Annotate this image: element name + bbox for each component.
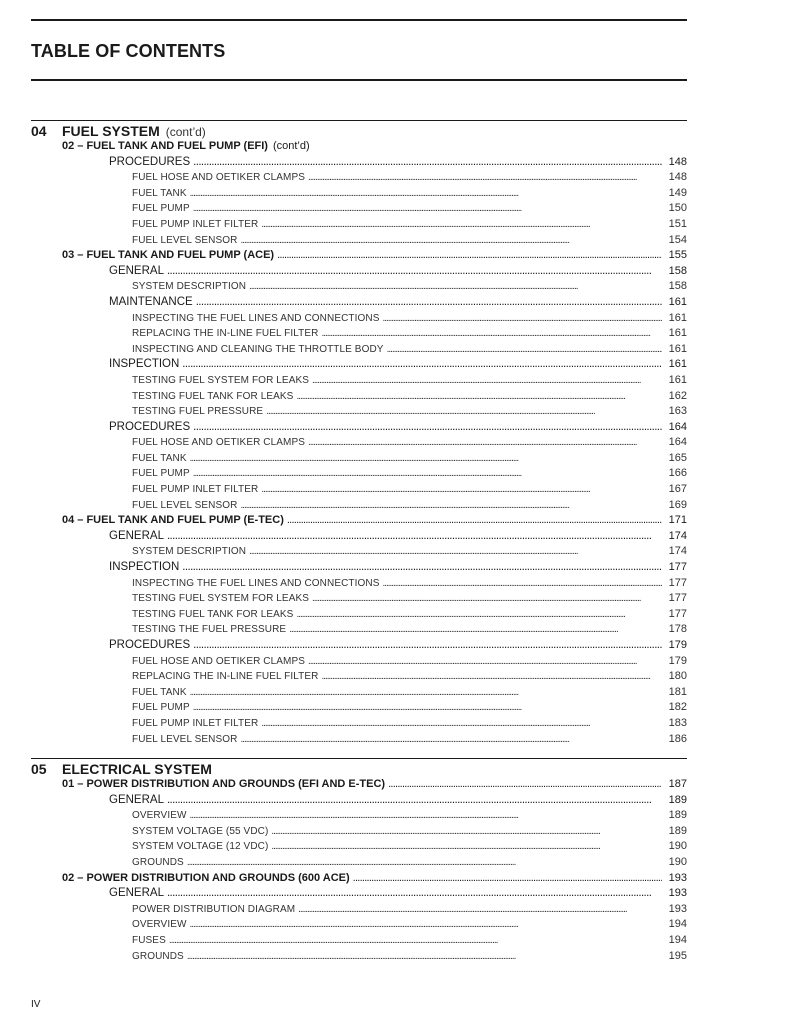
toc-heading-entry[interactable] — [31, 639, 687, 655]
toc-entry-page-number: 161 — [668, 327, 687, 340]
toc-entry-label: TESTING FUEL SYSTEM FOR LEAKS — [132, 593, 310, 605]
toc-subheading-entry[interactable] — [31, 686, 687, 702]
toc-chapter-entry[interactable] — [31, 778, 687, 794]
toc-entry-page-number: 177 — [668, 592, 687, 605]
toc-entry-label: GENERAL — [109, 529, 164, 542]
toc-entry-label: PROCEDURES — [109, 639, 191, 651]
toc-entry-label: INSPECTING THE FUEL LINES AND CONNECTIONS — [132, 577, 380, 589]
toc-entry-label: FUEL PUMP — [132, 702, 190, 714]
toc-subheading-entry[interactable] — [31, 856, 687, 872]
top-rule — [31, 19, 687, 21]
dot-leader — [169, 935, 662, 946]
section-number: 04 — [31, 123, 47, 139]
toc-subheading-entry[interactable] — [31, 623, 687, 639]
toc-entry-page-number: 158 — [668, 264, 687, 277]
dot-leader — [190, 453, 662, 464]
toc-subheading-entry[interactable] — [31, 436, 687, 452]
dot-leader — [187, 857, 662, 868]
toc-entry-page-number: 161 — [668, 295, 687, 308]
toc-subheading-entry[interactable] — [31, 374, 687, 390]
toc-entry-label: FUEL PUMP INLET FILTER — [132, 484, 259, 496]
toc-heading-entry[interactable] — [31, 794, 687, 810]
dot-leader — [298, 904, 662, 915]
toc-entry-label: FUEL PUMP INLET FILTER — [132, 218, 259, 230]
dot-leader — [193, 639, 662, 651]
dot-leader — [277, 249, 662, 261]
toc-heading-entry[interactable] — [31, 265, 687, 281]
toc-entry-page-number: 155 — [668, 249, 687, 262]
dot-leader — [240, 500, 662, 511]
toc-entry-label: FUEL PUMP INLET FILTER — [132, 717, 259, 729]
dot-leader — [167, 887, 662, 899]
toc-entry-label: GROUNDS — [132, 856, 184, 868]
dot-leader — [190, 810, 662, 821]
toc-entry-page-number: 174 — [668, 545, 687, 558]
toc-subheading-entry[interactable] — [31, 733, 687, 749]
dot-leader — [261, 219, 662, 230]
dot-leader — [387, 344, 662, 355]
toc-subheading-entry[interactable] — [31, 280, 687, 296]
toc-subheading-entry[interactable] — [31, 825, 687, 841]
section-rule — [31, 758, 687, 759]
section-header — [31, 123, 687, 140]
dot-leader — [308, 656, 662, 667]
toc-subheading-entry[interactable] — [31, 809, 687, 825]
dot-leader — [193, 468, 662, 479]
toc-subheading-entry[interactable] — [31, 499, 687, 515]
toc-chapter-entry[interactable] — [31, 140, 687, 156]
toc-entry-page-number: 182 — [668, 701, 687, 714]
toc-entry-page-number: 148 — [668, 171, 687, 184]
toc-entry-page-number: 161 — [668, 311, 687, 324]
dot-leader — [249, 281, 662, 292]
toc-chapter-entry[interactable] — [31, 514, 687, 530]
dot-leader — [321, 671, 662, 682]
dot-leader — [266, 406, 662, 417]
toc-entry-page-number: 195 — [668, 949, 687, 962]
toc-entry-page-number: 151 — [668, 217, 687, 230]
toc-entry-page-number: 189 — [668, 793, 687, 806]
toc-entry-label: FUEL TANK — [132, 187, 187, 199]
toc-heading-entry[interactable] — [31, 421, 687, 437]
toc-subheading-entry[interactable] — [31, 327, 687, 343]
toc-subheading-entry[interactable] — [31, 903, 687, 919]
toc-subheading-entry[interactable] — [31, 592, 687, 608]
toc-entry-page-number: 180 — [668, 670, 687, 683]
toc-subheading-entry[interactable] — [31, 171, 687, 187]
toc-entry-label: FUEL HOSE AND OETIKER CLAMPS — [132, 655, 306, 667]
toc-section-fuel-system — [31, 120, 687, 748]
toc-subheading-entry[interactable] — [31, 840, 687, 856]
section-title: FUEL SYSTEM — [62, 123, 160, 139]
dot-leader — [287, 514, 662, 526]
toc-subheading-entry[interactable] — [31, 218, 687, 234]
toc-entry-label: PROCEDURES — [109, 420, 191, 433]
section-number: 05 — [31, 761, 47, 777]
toc-entry-page-number: 154 — [668, 233, 687, 246]
dot-leader — [167, 530, 662, 542]
toc-subheading-entry[interactable] — [31, 701, 687, 717]
toc-subheading-entry[interactable] — [31, 717, 687, 733]
dot-leader — [321, 328, 662, 339]
toc-entry-list — [31, 140, 687, 748]
dot-leader — [167, 265, 662, 277]
toc-subheading-entry[interactable] — [31, 483, 687, 499]
toc-entry-page-number: 177 — [668, 561, 687, 574]
toc-entry-page-number: 163 — [668, 405, 687, 418]
toc-subheading-entry[interactable] — [31, 390, 687, 406]
dot-leader — [182, 358, 662, 370]
toc-entry-page-number: 161 — [668, 342, 687, 355]
dot-leader — [193, 156, 662, 168]
toc-entry-label: SYSTEM VOLTAGE (12 VDC) — [132, 841, 269, 853]
toc-entry-label: TESTING FUEL TANK FOR LEAKS — [132, 390, 294, 402]
toc-subheading-entry[interactable] — [31, 934, 687, 950]
toc-entry-label: FUEL HOSE AND OETIKER CLAMPS — [132, 172, 306, 184]
toc-entry-page-number: 177 — [668, 607, 687, 620]
toc-chapter-entry[interactable] — [31, 249, 687, 265]
toc-entry-page-number: 161 — [668, 358, 687, 371]
toc-entry-label: GENERAL — [109, 793, 164, 806]
toc-entry-page-number: 186 — [668, 732, 687, 745]
toc-subheading-entry[interactable] — [31, 234, 687, 250]
dot-leader — [193, 702, 662, 713]
toc-entry-page-number: 178 — [668, 623, 687, 636]
toc-entry-label: FUSES — [132, 934, 166, 946]
page-title: TABLE OF CONTENTS — [31, 41, 226, 61]
dot-leader — [193, 203, 662, 214]
toc-entry-label: FUEL TANK — [132, 452, 187, 464]
toc-entry-page-number: 177 — [668, 576, 687, 589]
dot-leader — [193, 421, 662, 433]
toc-entry-page-number: 148 — [668, 155, 687, 168]
dot-leader — [261, 484, 662, 495]
toc-entry-label: FUEL TANK — [132, 686, 187, 698]
toc-entry-label: MAINTENANCE — [109, 295, 193, 308]
toc-subheading-entry[interactable] — [31, 452, 687, 468]
dot-leader — [271, 841, 662, 852]
dot-leader — [312, 375, 662, 386]
section-continued-note: (cont’d) — [165, 125, 206, 139]
toc-entry-label: TESTING THE FUEL PRESSURE — [132, 624, 287, 636]
toc-section-electrical-system — [31, 758, 687, 965]
toc-heading-entry[interactable] — [31, 530, 687, 546]
toc-entry-label: FUEL LEVEL SENSOR — [132, 733, 238, 745]
dot-leader — [240, 734, 662, 745]
toc-subheading-entry[interactable] — [31, 405, 687, 421]
toc-entry-page-number: 149 — [668, 186, 687, 199]
title-rule — [31, 79, 687, 81]
toc-subheading-entry[interactable] — [31, 202, 687, 218]
toc-entry-label: 03 – FUEL TANK AND FUEL PUMP (ACE) — [62, 249, 275, 262]
toc-entry-label: SYSTEM VOLTAGE (55 VDC) — [132, 825, 269, 837]
dot-leader — [308, 437, 662, 448]
toc-entry-page-number: 166 — [668, 467, 687, 480]
toc-entry-label: REPLACING THE IN-LINE FUEL FILTER — [132, 671, 319, 683]
toc-entry-label: FUEL PUMP — [132, 468, 190, 480]
toc-entry-label: POWER DISTRIBUTION DIAGRAM — [132, 903, 296, 915]
toc-entry-page-number: 169 — [668, 498, 687, 511]
toc-entry-label: GENERAL — [109, 264, 164, 277]
toc-entry-page-number: 161 — [668, 373, 687, 386]
dot-leader — [261, 718, 662, 729]
toc-entry-page-number: 167 — [668, 483, 687, 496]
toc-entry-label: OVERVIEW — [132, 810, 187, 822]
toc-subheading-entry[interactable] — [31, 670, 687, 686]
toc-entry-page-number: 171 — [668, 514, 687, 527]
toc-heading-entry[interactable] — [31, 156, 687, 172]
dot-leader — [196, 296, 662, 308]
toc-entry-page-number: 190 — [668, 840, 687, 853]
section-rule — [31, 120, 687, 121]
toc-heading-entry[interactable] — [31, 561, 687, 577]
toc-heading-entry[interactable] — [31, 358, 687, 374]
toc-entry-page-number: 174 — [668, 529, 687, 542]
toc-entry-label: SYSTEM DESCRIPTION — [132, 281, 247, 293]
section-header — [31, 761, 687, 778]
toc-subheading-entry[interactable] — [31, 577, 687, 593]
toc-entry-page-number: 189 — [668, 824, 687, 837]
dot-leader — [353, 872, 662, 884]
toc-entry-list — [31, 778, 687, 965]
toc-subheading-entry[interactable] — [31, 655, 687, 671]
dot-leader — [382, 578, 662, 589]
toc-entry-page-number: 165 — [668, 451, 687, 464]
toc-entry-page-number: 193 — [668, 902, 687, 915]
toc-entry-page-number: 194 — [668, 933, 687, 946]
toc-entry-label: GENERAL — [109, 887, 164, 900]
toc-subheading-entry[interactable] — [31, 312, 687, 328]
dot-leader — [382, 313, 662, 324]
toc-entry-label: GROUNDS — [132, 950, 184, 962]
toc-subheading-entry[interactable] — [31, 187, 687, 203]
toc-entry-continued-note: (cont’d) — [272, 140, 310, 152]
toc-heading-entry[interactable] — [31, 296, 687, 312]
dot-leader — [182, 561, 662, 573]
toc-subheading-entry[interactable] — [31, 950, 687, 966]
toc-entry-page-number: 181 — [668, 685, 687, 698]
toc-entry-label: 02 – FUEL TANK AND FUEL PUMP (EFI) — [62, 140, 268, 152]
toc-entry-page-number: 193 — [668, 871, 687, 884]
toc-entry-label: INSPECTION — [109, 358, 180, 371]
toc-entry-label: INSPECTING THE FUEL LINES AND CONNECTIONS — [132, 312, 380, 324]
toc-entry-label: INSPECTION — [109, 561, 180, 574]
toc-entry-page-number: 179 — [668, 654, 687, 667]
toc-entry-label: OVERVIEW — [132, 919, 187, 931]
toc-entry-label: 04 – FUEL TANK AND FUEL PUMP (E-TEC) — [62, 514, 284, 527]
toc-entry-page-number: 193 — [668, 887, 687, 900]
toc-entry-label: TESTING FUEL TANK FOR LEAKS — [132, 608, 294, 620]
toc-chapter-entry[interactable] — [31, 872, 687, 888]
page-number: IV — [31, 999, 41, 1010]
toc-entry-page-number: 189 — [668, 809, 687, 822]
toc-entry-label: FUEL PUMP — [132, 203, 190, 215]
toc-entry-page-number: 190 — [668, 855, 687, 868]
toc-subheading-entry[interactable] — [31, 343, 687, 359]
toc-entry-label: FUEL LEVEL SENSOR — [132, 234, 238, 246]
dot-leader — [190, 919, 662, 930]
dot-leader — [190, 188, 662, 199]
dot-leader — [308, 172, 662, 183]
toc-entry-page-number: 164 — [668, 436, 687, 449]
toc-subheading-entry[interactable] — [31, 918, 687, 934]
toc-subheading-entry[interactable] — [31, 608, 687, 624]
dot-leader — [388, 778, 662, 790]
dot-leader — [187, 951, 662, 962]
toc-entry-label: 01 – POWER DISTRIBUTION AND GROUNDS (EFI AND E-TEC) — [62, 778, 386, 790]
toc-entry-label: REPLACING THE IN-LINE FUEL FILTER — [132, 328, 319, 340]
dot-leader — [190, 687, 662, 698]
toc-entry-label: INSPECTING AND CLEANING THE THROTTLE BODY — [132, 343, 384, 355]
dot-leader — [240, 235, 662, 246]
toc-subheading-entry[interactable] — [31, 545, 687, 561]
toc-entry-label: PROCEDURES — [109, 155, 191, 168]
dot-leader — [312, 593, 662, 604]
dot-leader — [271, 826, 662, 837]
toc-entry-page-number: 150 — [668, 202, 687, 215]
dot-leader — [167, 794, 662, 806]
toc-entry-label: 02 – POWER DISTRIBUTION AND GROUNDS (600 ACE) — [62, 871, 350, 884]
toc-entry-page-number: 194 — [668, 918, 687, 931]
dot-leader — [249, 546, 662, 557]
toc-entry-page-number: 158 — [668, 280, 687, 293]
toc-entry-page-number: 164 — [668, 420, 687, 433]
toc-heading-entry[interactable] — [31, 887, 687, 903]
toc-entry-label: FUEL HOSE AND OETIKER CLAMPS — [132, 437, 306, 449]
toc-entry-page-number: 183 — [668, 716, 687, 729]
toc-entry-label: FUEL LEVEL SENSOR — [132, 499, 238, 511]
toc-entry-page-number: 187 — [668, 778, 687, 790]
toc-entry-page-number: 179 — [668, 639, 687, 651]
dot-leader — [296, 609, 662, 620]
toc-entry-label: TESTING FUEL PRESSURE — [132, 406, 264, 418]
toc-entry-label: TESTING FUEL SYSTEM FOR LEAKS — [132, 374, 310, 386]
toc-subheading-entry[interactable] — [31, 467, 687, 483]
section-title: ELECTRICAL SYSTEM — [62, 761, 212, 777]
toc-entry-page-number: 162 — [668, 389, 687, 402]
dot-leader — [289, 624, 662, 635]
dot-leader — [296, 391, 662, 402]
toc-entry-label: SYSTEM DESCRIPTION — [132, 546, 247, 558]
